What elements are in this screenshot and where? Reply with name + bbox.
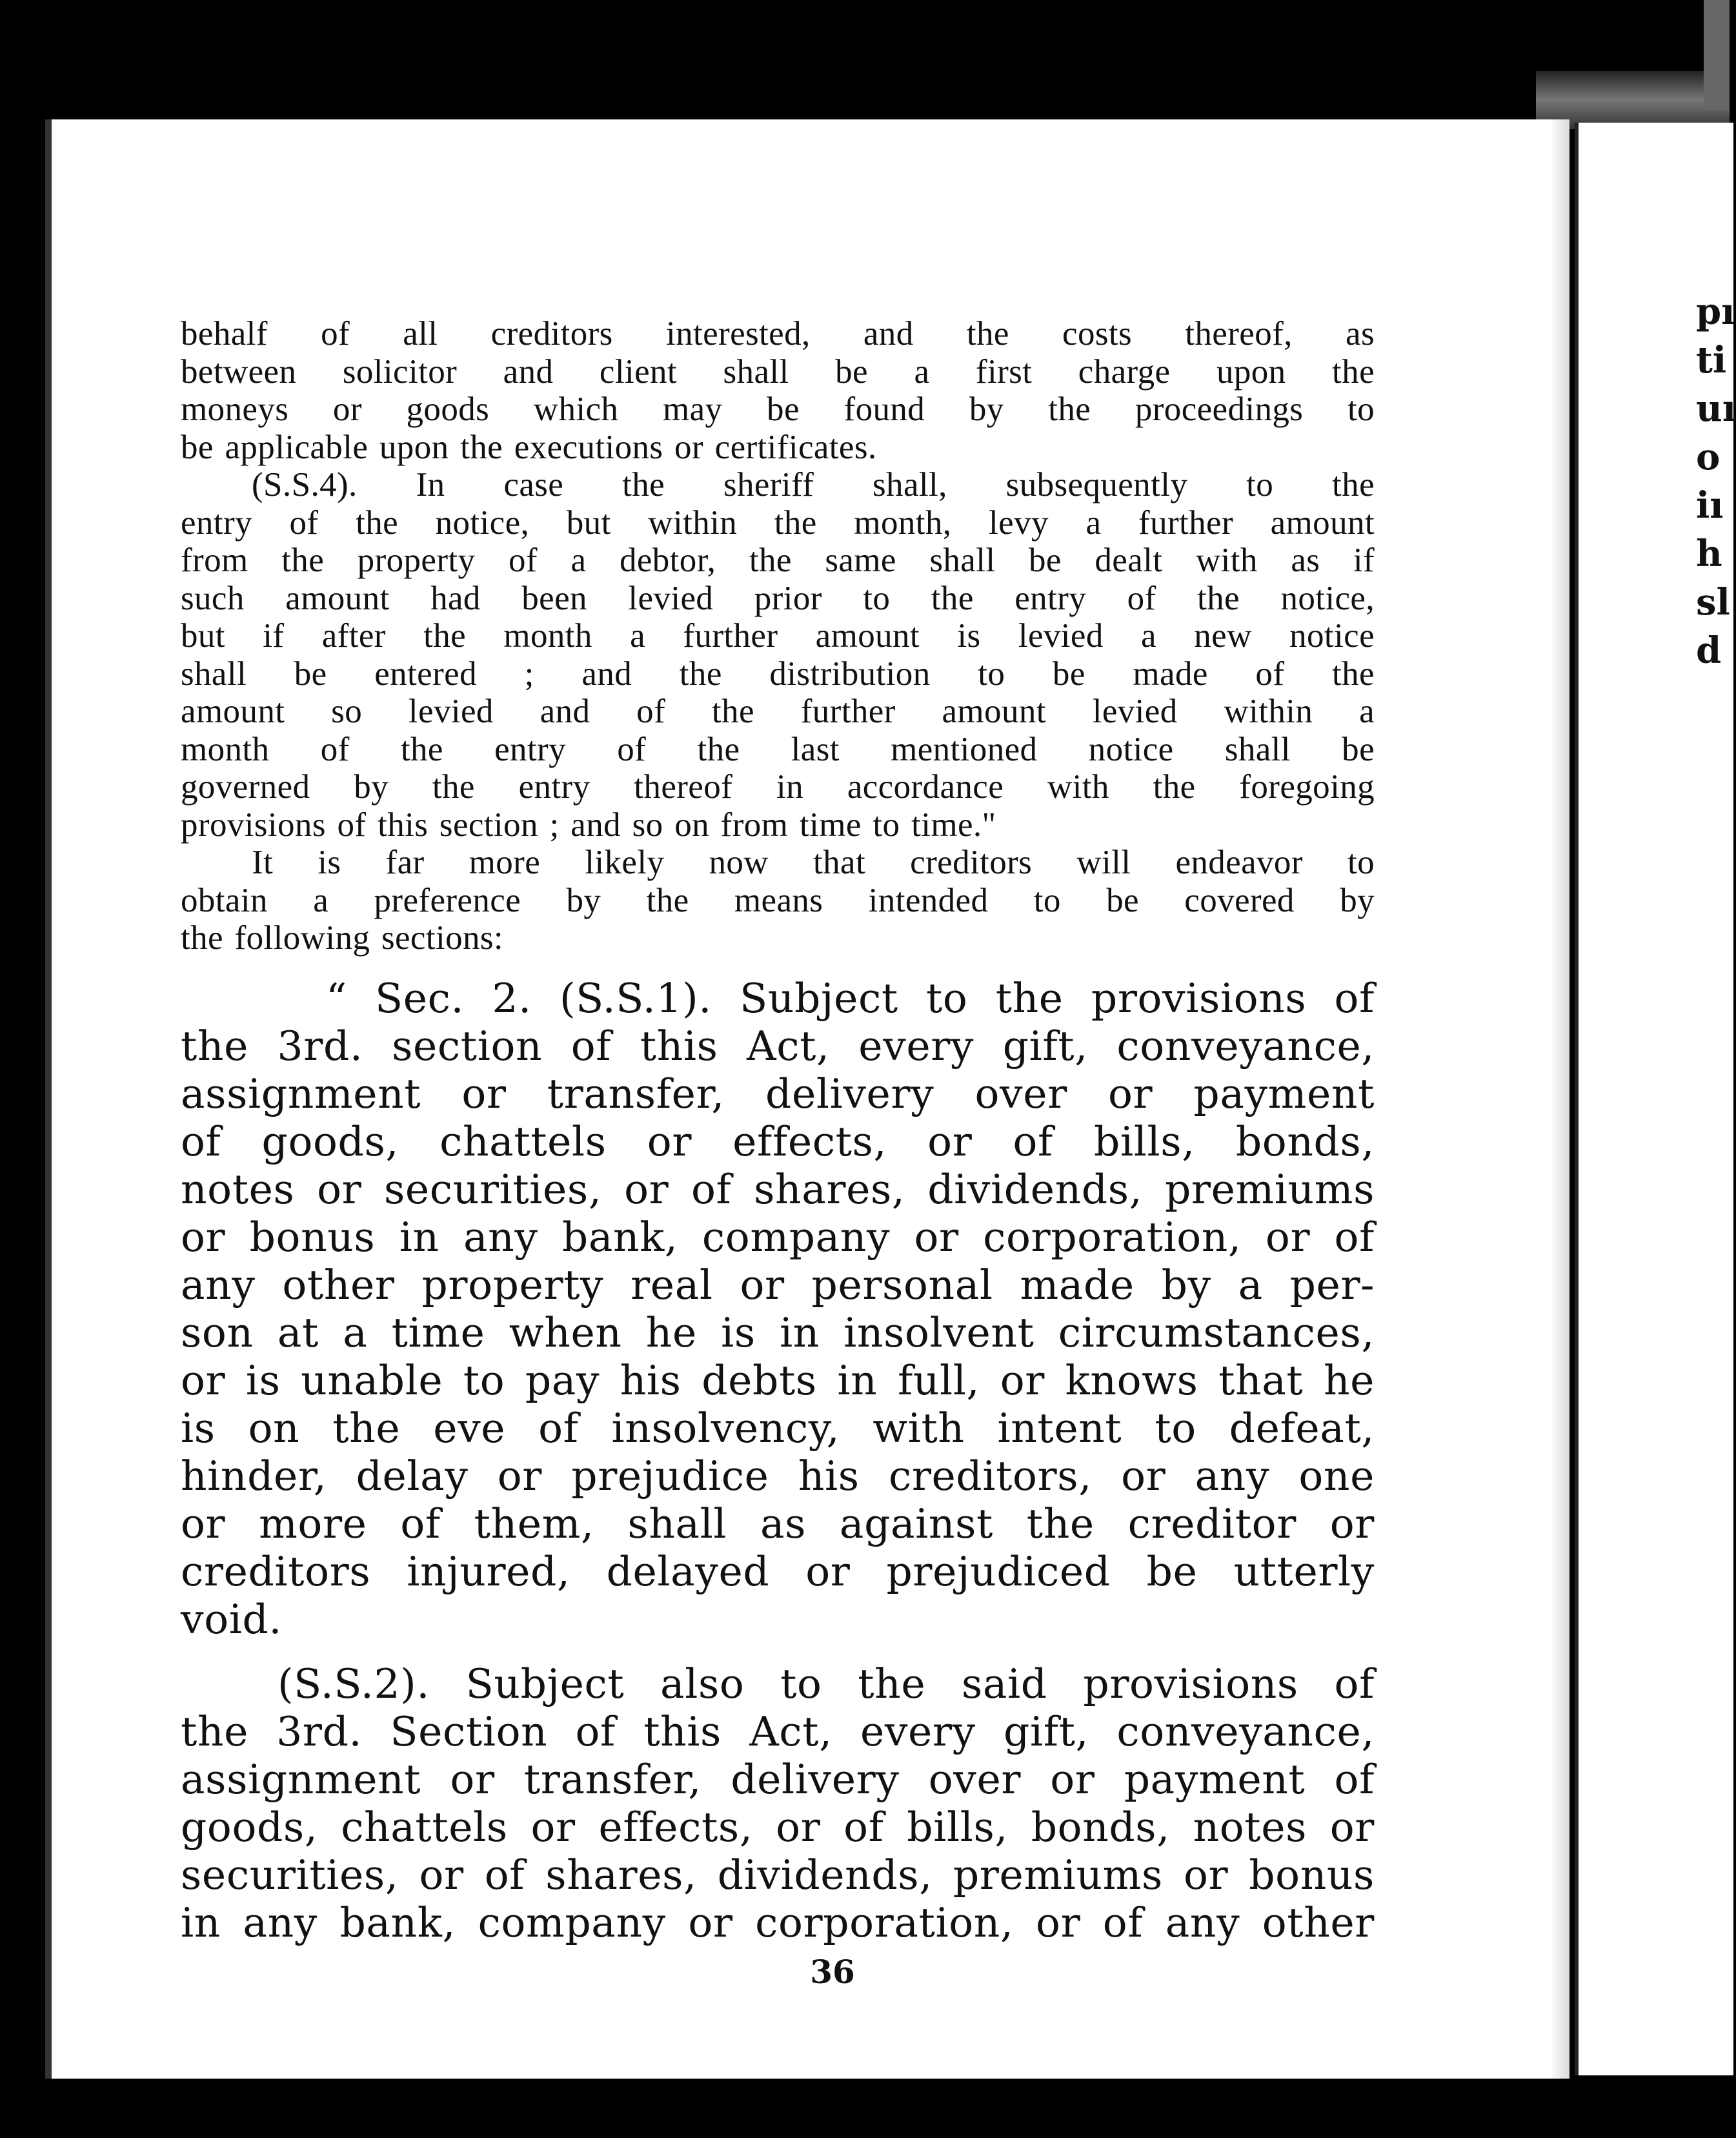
text-line: from the property of a debtor, the same shall be dealt with as if — [181, 542, 1375, 579]
text-line: or more of them, shall as against the creditor or — [181, 1500, 1375, 1547]
right-page-fragment: d — [1696, 629, 1722, 672]
right-page-fragment: uı — [1696, 387, 1736, 430]
text-line: be applicable upon the executions or certificates. — [181, 428, 877, 466]
text-line: assignment or transfer, delivery over or payment — [181, 1070, 1375, 1117]
text-line: or is unable to pay his debts in full, or knows that he — [181, 1357, 1375, 1404]
text-line: governed by the entry thereof in accordance with the foregoing — [181, 768, 1375, 806]
text-line: month of the entry of the last mentioned notice shall be — [181, 730, 1375, 768]
text-line: the following sections: — [181, 919, 504, 957]
right-page-fragment: h — [1696, 533, 1722, 575]
text-line: the 3rd. Section of this Act, every gift, conveyance, — [181, 1708, 1375, 1755]
text-line: behalf of all creditors interested, and the costs thereof, as — [181, 315, 1375, 352]
text-line: but if after the month a further amount is levied a new notice — [181, 617, 1375, 655]
large-type-text-block — [181, 975, 1375, 1947]
small-type-text-block — [181, 315, 1375, 957]
text-line: any other property real or personal made by a per- — [181, 1261, 1375, 1308]
paragraph-gap — [181, 1644, 1375, 1660]
text-line: hinder, delay or prejudice his creditors, or any one — [181, 1452, 1375, 1500]
text-line: “ Sec. 2. (S.S.1). Subject to the provisions of — [326, 975, 1375, 1022]
right-page-fragment: ti — [1696, 339, 1727, 382]
scan-background-corner — [1704, 0, 1730, 110]
text-line: assignment or transfer, delivery over or payment of — [181, 1756, 1375, 1803]
text-line: obtain a preference by the means intended to be covered by — [181, 881, 1375, 919]
text-line: the 3rd. section of this Act, every gift, conveyance, — [181, 1023, 1375, 1070]
text-line: entry of the notice, but within the month, levy a further amount — [181, 504, 1375, 542]
text-line: void. — [181, 1596, 283, 1643]
text-line: provisions of this section ; and so on from time to time." — [181, 806, 996, 844]
text-line: creditors injured, delayed or prejudiced be utterly — [181, 1548, 1375, 1595]
right-page-fragment: iı — [1696, 484, 1724, 527]
text-line: or bonus in any bank, company or corporation, or of — [181, 1214, 1375, 1261]
text-line: is on the eve of insolvency, with intent to defeat, — [181, 1405, 1375, 1452]
page-number: 36 — [810, 1953, 855, 1991]
text-line: (S.S.2). Subject also to the said provisions of — [278, 1660, 1375, 1707]
text-line: It is far more likely now that creditors will endeavor to — [252, 844, 1375, 881]
text-line: in any bank, company or corporation, or of any other — [181, 1899, 1375, 1946]
right-page-fragment: pı — [1696, 290, 1735, 333]
text-line: of goods, chattels or effects, or of bills, bonds, — [181, 1118, 1375, 1165]
text-line: notes or securities, or of shares, dividends, premiums — [181, 1166, 1375, 1213]
text-line: (S.S.4). In case the sheriff shall, subsequently to the — [252, 466, 1375, 504]
text-line: such amount had been levied prior to the entry of the notice, — [181, 579, 1375, 617]
right-page-fragment: o — [1696, 436, 1721, 478]
text-line: goods, chattels or effects, or of bills, bonds, notes or — [181, 1804, 1375, 1851]
text-line: between solicitor and client shall be a first charge upon the — [181, 352, 1375, 391]
text-line: shall be entered ; and the distribution to be made of the — [181, 655, 1375, 693]
text-line: moneys or goods which may be found by the proceedings to — [181, 391, 1375, 428]
text-line: son at a time when he is in insolvent circumstances, — [181, 1309, 1375, 1356]
text-line: amount so levied and of the further amount levied within a — [181, 693, 1375, 730]
text-line: securities, or of shares, dividends, premiums or bonus — [181, 1851, 1375, 1899]
right-page-fragment: sl — [1696, 581, 1730, 624]
